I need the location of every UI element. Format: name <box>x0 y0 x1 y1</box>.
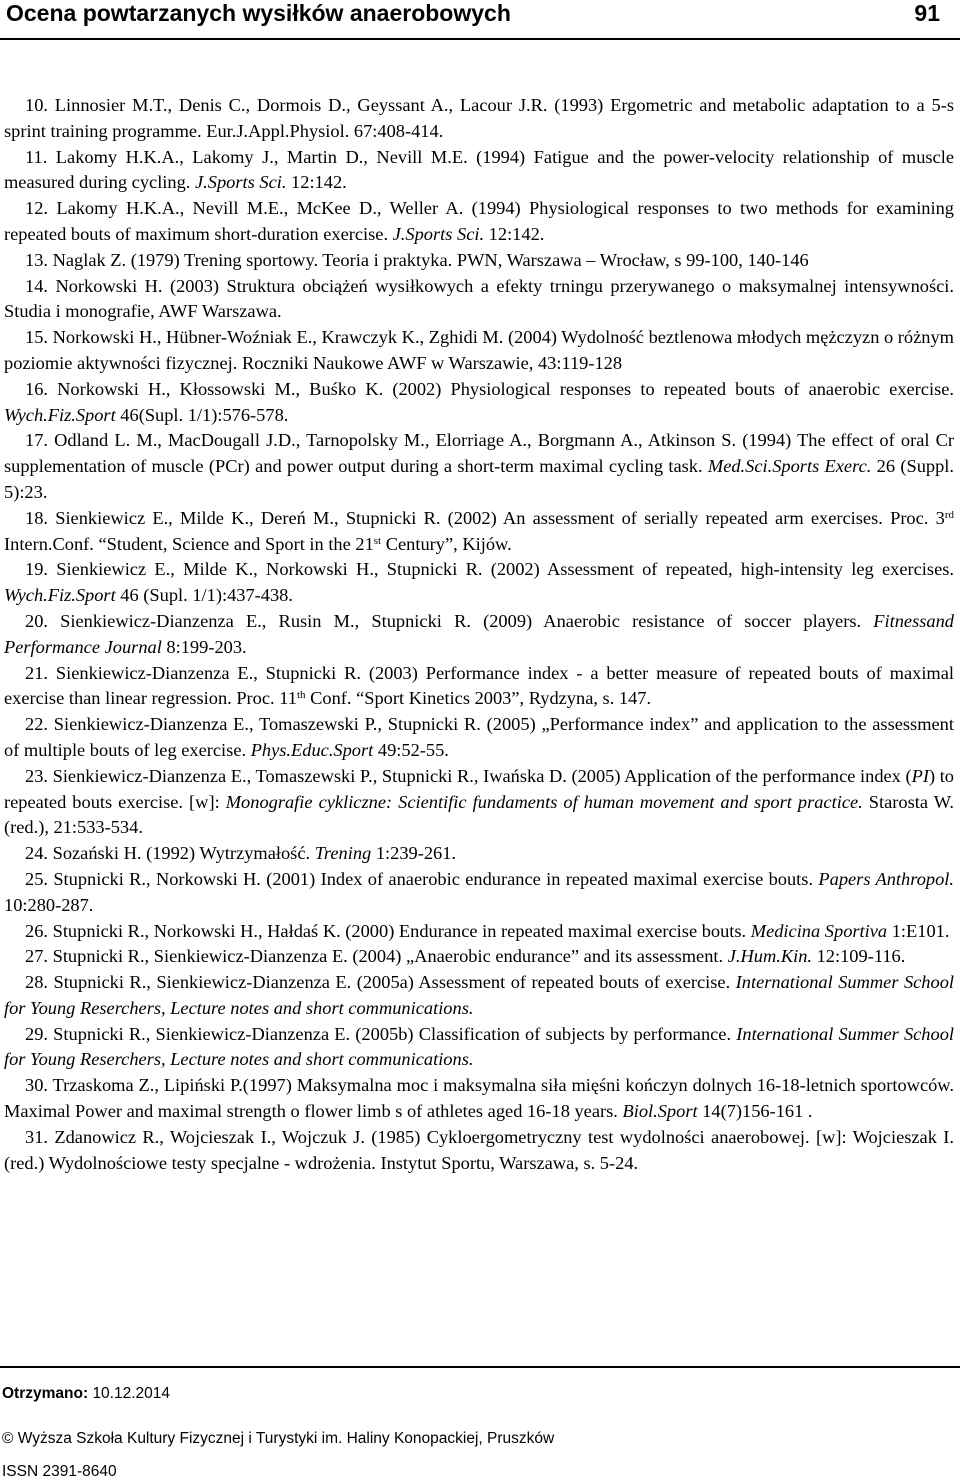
reference-text: 49:52-55. <box>373 739 449 760</box>
reference-text: 26 (Suppl. 5):23. <box>4 456 955 502</box>
reference-text: 17. Odland L. M., MacDougall J.D., Tarnopolsky M., Elorriage A., Borgmann A., Atkinson S. (1994) The effect of oral Cr supplementation of muscle (PCr) and power output during a short-term maximal cycling task. <box>4 430 954 477</box>
italic-text: International Summer School for Young Reserchers, Lecture notes and short communications. <box>4 1023 955 1070</box>
reference-text: 20. Sienkiewicz-Dianzenza E., Rusin M., Stupnicki R. (2009) Anaerobic resistance of soccer players. <box>25 610 874 631</box>
reference-text: Starosta W. (red.), 21:533-534. <box>4 791 954 838</box>
reference-text: 11. Lakomy H.K.A., Lakomy J., Martin D., Nevill M.E. (1994) Fatigue and the power-velocity relationship of muscle measured during cycling. <box>4 146 954 193</box>
reference-item <box>4 1125 954 1177</box>
reference-text: 8:199-203. <box>161 636 247 657</box>
reference-text: Century”, Kijów. <box>381 533 512 554</box>
received-line <box>2 1385 170 1403</box>
reference-text: 10. Linnosier M.T., Denis C., Dormois D., Geyssant A., Lacour J.R. (1993) Ergometric and metabolic adaptation to a 5-s sprint training programme. Eur.J.Appl.Physiol. 67:408-414. <box>4 95 954 141</box>
reference-item <box>4 1073 954 1125</box>
italic-text: J.Sports Sci. <box>195 172 287 193</box>
reference-text: 14(7)156-161 . <box>697 1101 813 1122</box>
reference-item <box>4 609 954 661</box>
reference-item <box>4 712 954 764</box>
reference-text: 21. Sienkiewicz-Dianzenza E., Stupnicki R. (2003) Performance index - a better measure of repeated bouts of maximal exercise than linear regression. Proc. 11 <box>4 662 954 709</box>
reference-item <box>4 841 954 867</box>
reference-item <box>4 93 954 145</box>
reference-text: 14. Norkowski H. (2003) Struktura obciążeń wysiłkowych a efekty trningu przerywanego o maksymalnej intensywności. Studia i monografie, AWF Warszawa. <box>4 275 954 322</box>
italic-text: Trening <box>314 843 372 864</box>
reference-item <box>4 557 954 609</box>
reference-text: 12:109-116. <box>812 946 906 967</box>
reference-text: 1:239-261. <box>371 843 457 864</box>
received-label: Otrzymano: <box>2 1385 89 1402</box>
italic-text: Medicina Sportiva <box>750 920 888 941</box>
reference-item <box>4 325 954 377</box>
reference-text: 24. Sozański H. (1992) Wytrzymałość. <box>25 843 315 864</box>
reference-text: 26. Stupnicki R., Norkowski H., Hałdaś K. (2000) Endurance in repeated maximal exercise bouts. <box>25 920 751 941</box>
reference-text: 28. Stupnicki R., Sienkiewicz-Dianzenza E. (2005a) Assessment of repeated bouts of exercise. <box>25 972 736 993</box>
header-rule <box>0 38 960 40</box>
reference-text: 31. Zdanowicz R., Wojcieszak I., Wojczuk J. (1985) Cykloergometryczny test wydolności anaerobowej. [w]: Wojcieszak I. (red.) Wydolnościowe testy specjalne - wdrożenia. Instytut Sportu, Warszawa, s. 5-24. <box>4 1126 954 1173</box>
reference-text: Conf. “Sport Kinetics 2003”, Rydzyna, s. 147. <box>305 688 652 709</box>
reference-text: ) to repeated bouts exercise. [w]: <box>4 765 955 812</box>
reference-item <box>4 944 954 970</box>
reference-item <box>4 377 954 429</box>
reference-item <box>4 867 954 919</box>
italic-text: Wych.Fiz.Sport <box>4 585 116 606</box>
copyright-notice: © Wyższa Szkoła Kultury Fizycznej i Turystyki im. Haliny Konopackiej, Pruszków <box>2 1430 555 1447</box>
italic-text: Monografie cykliczne: Scientific fundaments of human movement and sport practice. <box>225 791 863 812</box>
reference-text: 30. Trzaskoma Z., Lipiński P.(1997) Maksymalna moc i maksymalna siła mięśni kończyn dolnych 16-18-letnich sportowców. Maximal Power and maximal strength o flower limb s of athletes aged 16-18 years. <box>4 1075 954 1122</box>
reference-text: 22. Sienkiewicz-Dianzenza E., Tomaszewski P., Stupnicki R. (2005) „Performance index” and application to the assessment of multiple bouts of leg exercise. <box>4 714 954 760</box>
superscript: th <box>296 689 306 702</box>
reference-text: 25. Stupnicki R., Norkowski H. (2001) Index of anaerobic endurance in repeated maximal exercise bouts. <box>25 868 819 889</box>
reference-item <box>4 196 954 248</box>
issn: ISSN 2391-8640 <box>2 1463 117 1480</box>
italic-text: Wych.Fiz.Sport <box>4 404 116 425</box>
reference-item <box>4 764 954 841</box>
running-header <box>0 0 960 40</box>
reference-text: 12. Lakomy H.K.A., Nevill M.E., McKee D., Weller A. (1994) Physiological responses to two methods for examining repeated bouts of maximum short-duration exercise. <box>4 198 954 244</box>
reference-text: 19. Sienkiewicz E., Milde K., Norkowski H., Stupnicki R. (2002) Assessment of repeated, high-intensity leg exercises. <box>25 559 954 580</box>
reference-text: 29. Stupnicki R., Sienkiewicz-Dianzenza E. (2005b) Classification of subjects by performance. <box>25 1023 737 1044</box>
italic-text: Fitnessand Performance Journal <box>4 610 954 657</box>
reference-item <box>4 506 954 558</box>
reference-item <box>4 145 954 197</box>
reference-text: 15. Norkowski H., Hübner-Woźniak E., Krawczyk K., Zghidi M. (2004) Wydolność beztlenowa młodych mężczyzn o różnym poziomie aktywności fizycznej. Roczniki Naukowe AWF w Warszawie, 43:119-128 <box>4 327 954 373</box>
reference-text: 13. Naglak Z. (1979) Trening sportowy. Teoria i praktyka. PWN, Warszawa – Wrocław, s 99-100, 140-146 <box>25 249 809 270</box>
header-title: Ocena powtarzanych wysiłków anaerobowych <box>6 0 511 26</box>
reference-item <box>4 970 954 1022</box>
page-number: 91 <box>914 0 940 26</box>
reference-item <box>4 919 954 945</box>
reference-text: 46(Supl. 1/1):576-578. <box>115 404 289 425</box>
reference-item <box>4 428 954 505</box>
reference-item <box>4 274 954 326</box>
italic-text: International Summer School for Young Reserchers, Lecture notes and short communications. <box>4 972 954 1018</box>
reference-text: 12:142. <box>286 172 347 193</box>
italic-text: PI <box>911 765 929 786</box>
reference-text: 12:142. <box>484 223 545 244</box>
italic-text: J.Sports Sci. <box>392 223 485 244</box>
footer-rule <box>0 1366 960 1368</box>
reference-text: 46 (Supl. 1/1):437-438. <box>115 585 293 606</box>
reference-item <box>4 661 954 713</box>
italic-text: Biol.Sport <box>622 1101 698 1122</box>
reference-text: 23. Sienkiewicz-Dianzenza E., Tomaszewski P., Stupnicki R., Iwańska D. (2005) Application of the performance index ( <box>25 765 912 786</box>
received-date: 10.12.2014 <box>92 1385 171 1402</box>
superscript: st <box>373 534 382 547</box>
reference-text: 27. Stupnicki R., Sienkiewicz-Dianzenza E. (2004) „Anaerobic endurance” and its assessment. <box>25 946 728 967</box>
reference-text: Intern.Conf. “Student, Science and Sport in the 21 <box>4 533 374 554</box>
reference-text: 1:E101. <box>887 920 950 941</box>
reference-item <box>4 248 954 274</box>
italic-text: J.Hum.Kin. <box>727 946 813 967</box>
italic-text: Med.Sci.Sports Exerc. <box>707 456 872 477</box>
superscript: rd <box>944 508 954 521</box>
reference-item <box>4 1022 954 1074</box>
italic-text: Phys.Educ.Sport <box>250 739 374 760</box>
reference-text: 18. Sienkiewicz E., Milde K., Dereń M., Stupnicki R. (2002) An assessment of serially repeated arm exercises. Proc. 3 <box>25 507 945 528</box>
italic-text: Papers Anthropol. <box>818 868 954 889</box>
reference-text: 10:280-287. <box>4 894 94 915</box>
reference-text: 16. Norkowski H., Kłossowski M., Buśko K. (2002) Physiological responses to repeated bouts of anaerobic exercise. <box>25 378 954 399</box>
reference-list <box>4 93 954 1176</box>
